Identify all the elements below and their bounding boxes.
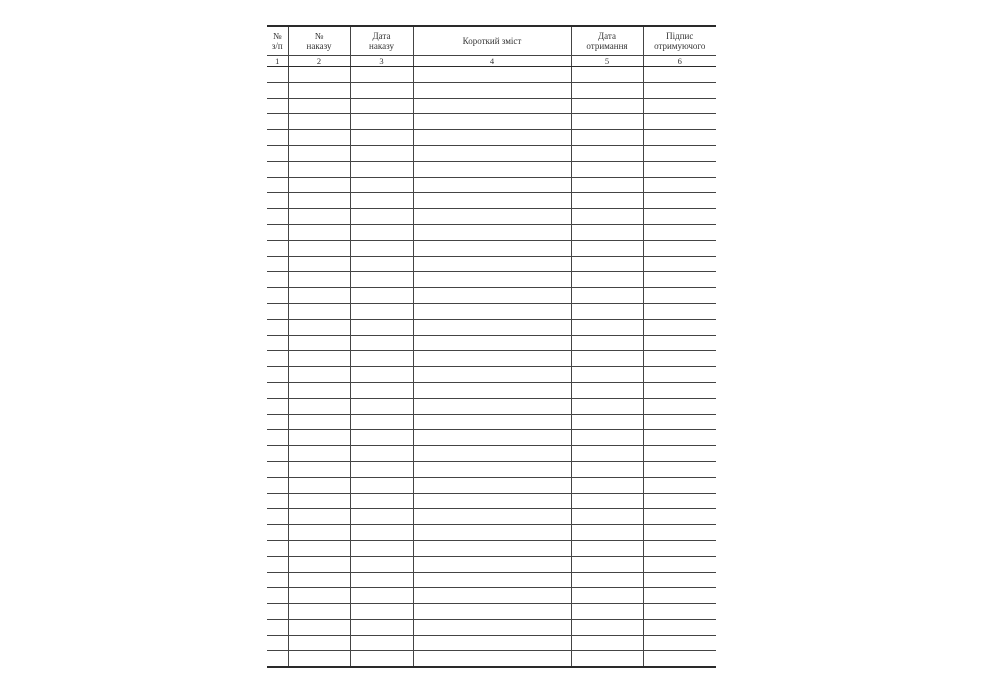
table-cell xyxy=(267,619,288,635)
table-cell xyxy=(267,351,288,367)
table-cell xyxy=(288,588,350,604)
table-cell xyxy=(288,446,350,462)
table-cell xyxy=(267,240,288,256)
table-row xyxy=(267,588,716,604)
table-cell xyxy=(350,493,413,509)
table-cell xyxy=(413,272,571,288)
column-header-order-number: № наказу xyxy=(288,26,350,56)
table-cell xyxy=(643,477,716,493)
table-row xyxy=(267,430,716,446)
table-cell xyxy=(267,430,288,446)
table-cell xyxy=(413,461,571,477)
register-body xyxy=(267,67,716,668)
table-cell xyxy=(267,525,288,541)
table-cell xyxy=(267,130,288,146)
column-header-summary: Короткий зміст xyxy=(413,26,571,56)
table-cell xyxy=(288,367,350,383)
table-cell xyxy=(643,461,716,477)
table-cell xyxy=(413,477,571,493)
table-cell xyxy=(571,588,643,604)
table-cell xyxy=(571,130,643,146)
table-cell xyxy=(288,303,350,319)
table-cell xyxy=(643,540,716,556)
table-cell xyxy=(643,193,716,209)
table-cell xyxy=(288,335,350,351)
table-cell xyxy=(288,493,350,509)
table-cell xyxy=(643,604,716,620)
table-cell xyxy=(288,635,350,651)
table-cell xyxy=(571,446,643,462)
table-cell xyxy=(350,604,413,620)
table-cell xyxy=(350,303,413,319)
table-cell xyxy=(413,161,571,177)
table-cell xyxy=(413,114,571,130)
table-cell xyxy=(267,272,288,288)
table-cell xyxy=(288,240,350,256)
table-row xyxy=(267,619,716,635)
table-cell xyxy=(267,651,288,667)
table-cell xyxy=(413,193,571,209)
table-row xyxy=(267,130,716,146)
table-cell xyxy=(413,319,571,335)
table-cell xyxy=(643,209,716,225)
table-cell xyxy=(413,256,571,272)
table-cell xyxy=(571,367,643,383)
table-cell xyxy=(288,477,350,493)
table-cell xyxy=(350,525,413,541)
table-cell xyxy=(643,130,716,146)
table-row xyxy=(267,82,716,98)
table-cell xyxy=(413,635,571,651)
table-cell xyxy=(288,572,350,588)
table-cell xyxy=(643,272,716,288)
table-cell xyxy=(350,446,413,462)
table-cell xyxy=(267,145,288,161)
table-row xyxy=(267,256,716,272)
table-row xyxy=(267,382,716,398)
table-row xyxy=(267,272,716,288)
table-cell xyxy=(288,177,350,193)
table-cell xyxy=(350,367,413,383)
table-cell xyxy=(288,461,350,477)
table-cell xyxy=(571,240,643,256)
table-cell xyxy=(571,461,643,477)
table-cell xyxy=(571,67,643,83)
table-cell xyxy=(267,177,288,193)
table-cell xyxy=(413,509,571,525)
table-cell xyxy=(267,288,288,304)
table-cell xyxy=(267,224,288,240)
table-cell xyxy=(643,446,716,462)
table-cell xyxy=(267,319,288,335)
table-cell xyxy=(571,509,643,525)
table-row xyxy=(267,461,716,477)
table-cell xyxy=(288,398,350,414)
table-row xyxy=(267,398,716,414)
table-cell xyxy=(571,430,643,446)
table-row xyxy=(267,525,716,541)
table-cell xyxy=(413,651,571,667)
table-row xyxy=(267,114,716,130)
table-cell xyxy=(571,398,643,414)
table-cell xyxy=(350,98,413,114)
table-row xyxy=(267,303,716,319)
table-cell xyxy=(643,145,716,161)
table-cell xyxy=(350,572,413,588)
column-number-1: 1 xyxy=(267,56,288,67)
table-cell xyxy=(571,619,643,635)
table-cell xyxy=(571,256,643,272)
table-cell xyxy=(571,303,643,319)
table-cell xyxy=(643,509,716,525)
table-cell xyxy=(350,430,413,446)
table-cell xyxy=(571,335,643,351)
table-cell xyxy=(643,414,716,430)
table-cell xyxy=(350,240,413,256)
table-cell xyxy=(413,446,571,462)
table-cell xyxy=(643,382,716,398)
table-cell xyxy=(267,335,288,351)
table-cell xyxy=(413,67,571,83)
table-cell xyxy=(571,288,643,304)
table-cell xyxy=(643,367,716,383)
table-row xyxy=(267,240,716,256)
table-cell xyxy=(413,98,571,114)
table-cell xyxy=(643,351,716,367)
table-cell xyxy=(350,335,413,351)
column-header-index: № з/п xyxy=(267,26,288,56)
table-cell xyxy=(288,509,350,525)
table-cell xyxy=(267,209,288,225)
table-cell xyxy=(643,240,716,256)
table-cell xyxy=(267,161,288,177)
table-cell xyxy=(571,556,643,572)
table-cell xyxy=(571,493,643,509)
table-cell xyxy=(413,540,571,556)
column-header-order-date: Дата наказу xyxy=(350,26,413,56)
table-cell xyxy=(413,414,571,430)
table-cell xyxy=(643,556,716,572)
table-cell xyxy=(413,619,571,635)
table-cell xyxy=(413,177,571,193)
table-cell xyxy=(350,209,413,225)
table-cell xyxy=(288,604,350,620)
table-row xyxy=(267,335,716,351)
table-cell xyxy=(288,319,350,335)
table-cell xyxy=(413,303,571,319)
table-cell xyxy=(267,446,288,462)
table-cell xyxy=(643,651,716,667)
table-cell xyxy=(350,461,413,477)
table-row xyxy=(267,572,716,588)
table-cell xyxy=(267,382,288,398)
table-cell xyxy=(350,161,413,177)
table-cell xyxy=(413,525,571,541)
column-header-row xyxy=(267,26,716,56)
table-cell xyxy=(413,382,571,398)
table-cell xyxy=(413,240,571,256)
table-cell xyxy=(643,114,716,130)
table-row xyxy=(267,319,716,335)
table-cell xyxy=(267,82,288,98)
table-cell xyxy=(571,604,643,620)
table-row xyxy=(267,556,716,572)
table-cell xyxy=(267,556,288,572)
table-cell xyxy=(267,635,288,651)
table-cell xyxy=(350,477,413,493)
table-cell xyxy=(643,288,716,304)
table-cell xyxy=(267,414,288,430)
table-cell xyxy=(643,177,716,193)
table-cell xyxy=(643,493,716,509)
table-cell xyxy=(288,98,350,114)
table-cell xyxy=(571,82,643,98)
table-cell xyxy=(413,588,571,604)
table-cell xyxy=(267,461,288,477)
table-cell xyxy=(571,224,643,240)
table-cell xyxy=(350,398,413,414)
table-cell xyxy=(571,651,643,667)
table-cell xyxy=(350,67,413,83)
table-row xyxy=(267,288,716,304)
table-cell xyxy=(643,525,716,541)
table-cell xyxy=(350,193,413,209)
table-cell xyxy=(413,82,571,98)
table-cell xyxy=(571,351,643,367)
table-row xyxy=(267,98,716,114)
table-cell xyxy=(413,604,571,620)
table-cell xyxy=(288,145,350,161)
table-cell xyxy=(643,161,716,177)
table-cell xyxy=(571,193,643,209)
table-cell xyxy=(288,130,350,146)
column-number-4: 4 xyxy=(413,56,571,67)
table-cell xyxy=(643,335,716,351)
table-cell xyxy=(643,303,716,319)
table-cell xyxy=(350,351,413,367)
table-row xyxy=(267,414,716,430)
table-row xyxy=(267,145,716,161)
table-cell xyxy=(571,414,643,430)
table-cell xyxy=(267,540,288,556)
table-cell xyxy=(267,572,288,588)
table-cell xyxy=(413,130,571,146)
table-cell xyxy=(267,114,288,130)
table-cell xyxy=(288,67,350,83)
table-row xyxy=(267,651,716,667)
order-register-table xyxy=(267,25,716,668)
table-cell xyxy=(350,556,413,572)
table-cell xyxy=(267,398,288,414)
table-row xyxy=(267,367,716,383)
table-cell xyxy=(350,414,413,430)
table-cell xyxy=(350,651,413,667)
table-cell xyxy=(288,651,350,667)
table-cell xyxy=(350,177,413,193)
table-cell xyxy=(413,572,571,588)
table-cell xyxy=(571,209,643,225)
table-row xyxy=(267,161,716,177)
table-cell xyxy=(288,382,350,398)
table-cell xyxy=(350,145,413,161)
table-cell xyxy=(350,382,413,398)
table-cell xyxy=(350,540,413,556)
table-cell xyxy=(350,509,413,525)
table-cell xyxy=(413,288,571,304)
table-cell xyxy=(350,130,413,146)
table-cell xyxy=(288,272,350,288)
column-number-5: 5 xyxy=(571,56,643,67)
table-row xyxy=(267,209,716,225)
column-number-row xyxy=(267,56,716,67)
table-cell xyxy=(413,335,571,351)
table-cell xyxy=(643,588,716,604)
table-cell xyxy=(288,193,350,209)
table-cell xyxy=(288,82,350,98)
table-cell xyxy=(267,509,288,525)
table-cell xyxy=(267,67,288,83)
table-row xyxy=(267,193,716,209)
table-cell xyxy=(643,398,716,414)
column-number-2: 2 xyxy=(288,56,350,67)
table-cell xyxy=(267,98,288,114)
table-cell xyxy=(267,367,288,383)
table-cell xyxy=(350,224,413,240)
table-cell xyxy=(643,224,716,240)
table-cell xyxy=(571,98,643,114)
table-row xyxy=(267,67,716,83)
table-cell xyxy=(643,256,716,272)
table-cell xyxy=(643,619,716,635)
table-cell xyxy=(267,303,288,319)
table-cell xyxy=(413,556,571,572)
column-number-3: 3 xyxy=(350,56,413,67)
table-cell xyxy=(267,588,288,604)
table-row xyxy=(267,224,716,240)
table-cell xyxy=(288,114,350,130)
table-cell xyxy=(571,272,643,288)
table-cell xyxy=(571,319,643,335)
table-cell xyxy=(413,351,571,367)
column-header-received-date: Дата отримання xyxy=(571,26,643,56)
table-cell xyxy=(267,604,288,620)
table-cell xyxy=(288,540,350,556)
table-cell xyxy=(571,161,643,177)
table-cell xyxy=(350,114,413,130)
table-cell xyxy=(288,619,350,635)
table-cell xyxy=(571,572,643,588)
table-cell xyxy=(413,145,571,161)
table-cell xyxy=(643,319,716,335)
table-cell xyxy=(571,177,643,193)
table-cell xyxy=(350,619,413,635)
table-cell xyxy=(413,430,571,446)
table-cell xyxy=(571,145,643,161)
table-cell xyxy=(413,493,571,509)
table-cell xyxy=(643,430,716,446)
column-number-6: 6 xyxy=(643,56,716,67)
table-cell xyxy=(267,256,288,272)
table-row xyxy=(267,493,716,509)
table-cell xyxy=(288,161,350,177)
table-row xyxy=(267,351,716,367)
column-header-recipient-signature: Підпис отримуючого xyxy=(643,26,716,56)
table-cell xyxy=(643,635,716,651)
table-cell xyxy=(413,398,571,414)
table-cell xyxy=(288,209,350,225)
table-cell xyxy=(350,319,413,335)
table-cell xyxy=(350,635,413,651)
table-cell xyxy=(350,588,413,604)
table-cell xyxy=(571,635,643,651)
table-row xyxy=(267,446,716,462)
table-cell xyxy=(288,556,350,572)
table-row xyxy=(267,177,716,193)
table-cell xyxy=(267,477,288,493)
table-cell xyxy=(288,430,350,446)
table-cell xyxy=(288,525,350,541)
table-cell xyxy=(643,67,716,83)
table-cell xyxy=(267,493,288,509)
table-cell xyxy=(643,572,716,588)
table-cell xyxy=(350,272,413,288)
table-row xyxy=(267,540,716,556)
table-cell xyxy=(643,82,716,98)
table-cell xyxy=(288,414,350,430)
table-cell xyxy=(288,224,350,240)
table-cell xyxy=(288,288,350,304)
table-cell xyxy=(571,382,643,398)
table-cell xyxy=(643,98,716,114)
table-cell xyxy=(267,193,288,209)
table-cell xyxy=(571,114,643,130)
table-row xyxy=(267,604,716,620)
table-cell xyxy=(350,82,413,98)
table-cell xyxy=(413,367,571,383)
table-cell xyxy=(350,256,413,272)
table-cell xyxy=(288,351,350,367)
table-cell xyxy=(571,477,643,493)
table-cell xyxy=(413,209,571,225)
table-row xyxy=(267,477,716,493)
table-cell xyxy=(571,540,643,556)
table-cell xyxy=(413,224,571,240)
table-cell xyxy=(288,256,350,272)
table-row xyxy=(267,509,716,525)
table-cell xyxy=(571,525,643,541)
table-row xyxy=(267,635,716,651)
table-cell xyxy=(350,288,413,304)
